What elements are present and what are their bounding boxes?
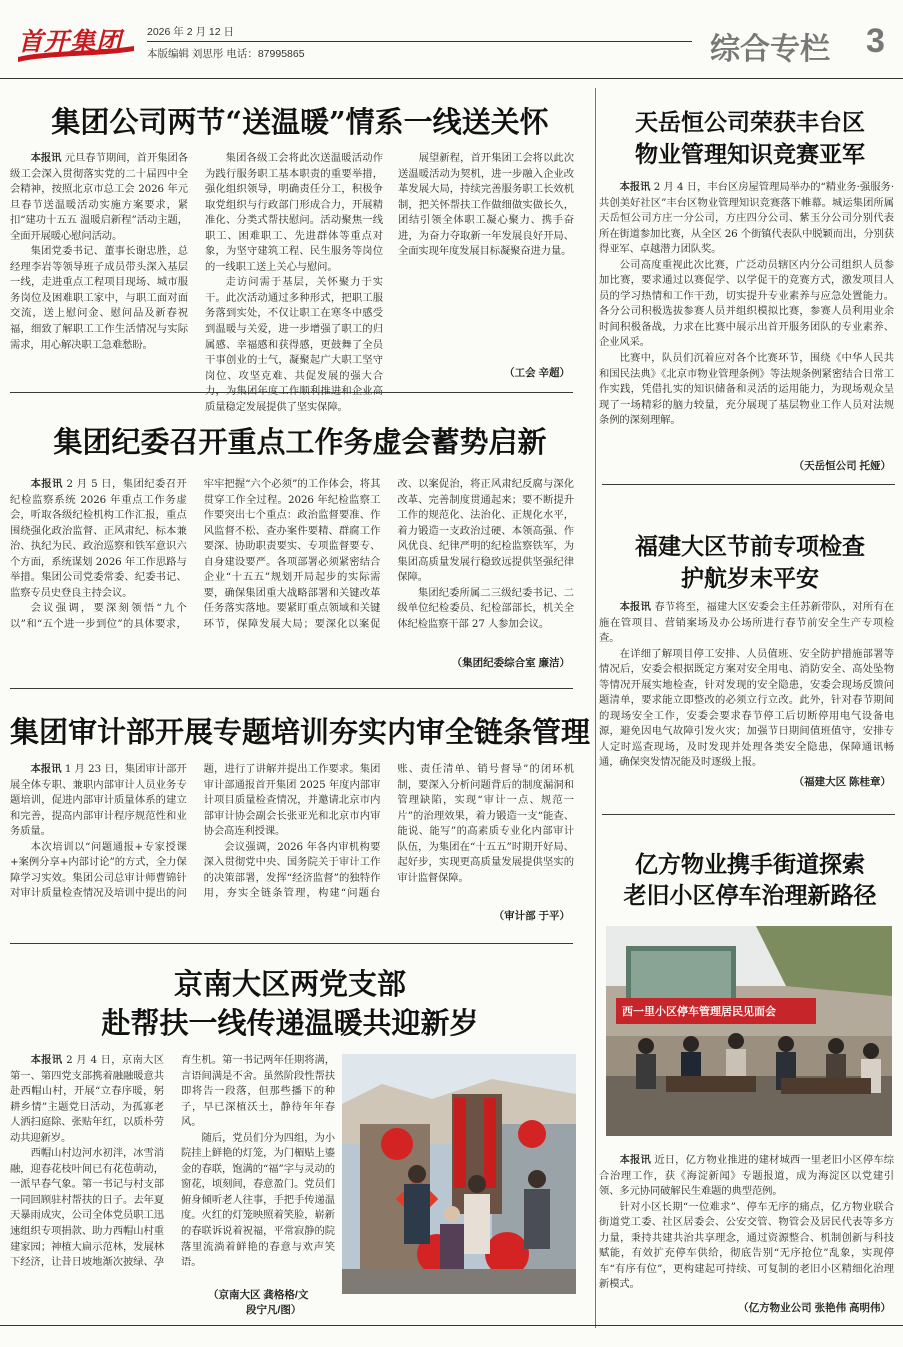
signature-warmth: （工会 辛超） (504, 367, 570, 379)
lead-tag: 本报讯 (30, 479, 63, 490)
logo-text: 首开集团 (18, 27, 123, 56)
headline-yifang-line1: 亿方物业携手街道探索 (635, 851, 865, 878)
lead-tag: 本报讯 (619, 1155, 651, 1166)
photo-yifang-meeting (606, 926, 892, 1136)
paragraph: 针对小区长期“一位难求”、停车无序的痛点，亿方物业联合街道党工委、社区居委会、公安交管、物管会及居民代表等多方力量，秉持共建共治共享理念，通过资源整合、机制创新与科技赋能，有效扩充停车供给，彻底告别“无序抢位”乱象，实现停车“有序有位”，更构建起可持续、可复制的老旧小区精细化治理新模式。 (599, 1200, 894, 1291)
article-warmth-col3 (398, 151, 574, 364)
page-number: 3 (866, 22, 885, 60)
paragraph: 本次培训以“问题通报+专家授课+案例分享+内部讨论”的方式，全力保障学习实效。集团公司总审计师曹锦针对审计质量检查情况及培训中提出的问题，进行了讲解并提出工作要求。集团审计部通报首开集团 2025 年度内部审计项目质量检查情况，并邀请北京市内部审计协会副会长张亚光和北京市内审协会高连利授课。 (10, 763, 381, 900)
paragraph: 2 月 4 日，丰台区房屋管理局举办的“精业务·强服务·共创美好社区”丰台区物业管理知识竞赛落下帷幕。城运集团所属天岳恒公司方庄一分公司，方庄四分公司、紫玉分公司分别代表所在街道参加比赛，从全区 26 个街镇代表队中脱颖而出，分别获得亚军、卓越潜力团队奖。 (599, 181, 894, 256)
article-warmth-col2 (205, 151, 383, 413)
paragraph: 春节将至，福建大区安委会主任苏新带队，对所有在施在管项目、营销案场及办公场所进行春节前安全生产专项检查。 (599, 601, 894, 645)
signature-jingnan-line2: 段宁凡/图） (246, 1304, 302, 1316)
paragraph: 在详细了解项目停工安排、人员值班、安全防护措施部署等情况后，安委会根据既定方案对安全用电、消防安全、高处坠物等情况开展实地检查，针对发现的安全隐患，安委会现场反馈问题清单，要求能立即整改的必须立行立改。此外，针对春节期间的现场安全工作，安委会要求春节停工后切断停用电气设备电源，避免因电气故障引发火灾；加强节日期间值班值守，安排专人定时巡查现场，及时发现并处理各类安全隐患，保障通讯畅通，确保突发情况能及时逐级上报。 (599, 647, 894, 769)
signature-audit: （审计部 于平） (493, 910, 570, 922)
paragraph: 比赛中，队员们沉着应对各个比赛环节，围绕《中华人民共和国民法典》《北京市物业管理条例》等法规条例紧密结合日常工作实践，凭借扎实的知识储备和灵活的运用能力，为现场观众呈现了一场精彩的脑力较量，充分展现了基层物业工作人员对法规条例的深刻理解。 (599, 352, 894, 427)
paragraph: 随后，党员们分为四组，为小院挂上鲜艳的灯笼，为门楣贴上鎏金的春联，饱满的“福”字与灵动的窗花，顷刻间，春意盈门。党员们俯身倾听老人往事，手把手传递温度。火红的灯笼映照着笑脸，崭新的春联诉说着祝福，平常寂静的院落里流淌着鲜艳的春意与欢声笑语。 (181, 1131, 335, 1269)
lead-tag: 本报讯 (619, 602, 651, 613)
paragraph: 展望新程，首开集团工会将以此次送温暖活动为契机，进一步融入企业改革发展大局，持续完善服务职工长效机制，把关怀帮扶工作做细做实做长久，团结引领全体职工凝心聚力、携手奋进，为奋力夺取新一年发展良好开局、全面实现年度发展目标凝聚奋进力量。 (398, 152, 574, 258)
paragraph: 会议强调，2026 年各内审机构要深入贯彻党中央、国务院关于审计工作的决策部署，发挥“经济监督”的独特作用，夯实全链条管理，构建“问题台账、责任清单、销号督导”的闭环机制，要深入分析问题背后的制度漏洞和管理缺陷，实现“审计一点、规范一片”的治理效果，着力锻造一支“能查、能说、能写”的高素质专业化内部审计队伍，为集团在“十五五”时期开好局、起好步，实现更高质量发展提供坚实的审计监督保障。 (203, 763, 574, 900)
article-yifang-text (599, 1153, 894, 1298)
headline-tianyueheng-line2: 物业管理知识竞赛亚军 (635, 141, 865, 168)
meeting-banner-text: 西一里小区停车管理居民见面会 (622, 1006, 776, 1018)
separator (10, 943, 573, 944)
masthead (0, 0, 903, 78)
paragraph: 集团纪委所属二三级纪委书记、二级单位纪检委员、纪检部部长，机关全体纪检监察干部 27 人参加会议。 (397, 586, 574, 630)
masthead-rule (147, 41, 692, 42)
article-audit-text (10, 762, 574, 918)
headline-tianyueheng-line1: 天岳恒公司荣获丰台区 (635, 109, 865, 136)
lead-tag: 本报讯 (619, 182, 651, 193)
signature-fujian: （福建大区 陈桂章） (793, 776, 891, 788)
region-divider (595, 88, 596, 1328)
paragraph: 集团党委书记、董事长谢忠胜，总经理李岩等领导班子成员带头深入基层一线，走进重点工程项目现场、城市服务岗位及困难职工家中，与职工面对面交流，送上慰问金、慰问品及新春祝福，细致了解职工工作生活情况与实际需求，用心解决职工急难愁盼。 (10, 245, 188, 351)
signature-jingnan-line1: （京南大区 龚格格/文 (208, 1289, 309, 1301)
headline-discipline: 集团纪委召开重点工作务虚会蓄势启新 (53, 425, 547, 459)
article-fujian-text (599, 600, 894, 780)
page-bottom-rule (0, 1325, 903, 1326)
article-jingnan-text (10, 1053, 335, 1313)
headline-fujian-line2: 护航岁末平安 (681, 565, 819, 592)
paragraph: 元旦春节期间，首开集团各级工会深入贯彻落实党的二十届四中全会精神，按照北京市总工会 2026 年元旦春节送温暖活动实施方案要求，紧扣“建功十五五 温暖启新程”活动主题，全面开展暖心慰问活动。 (10, 152, 188, 242)
paragraph: 2 月 4 日，京南大区第一、第四党支部携着融融暖意共赴西帽山村，开展“立春序暖，躬耕乡情”主题党日活动，为孤寡老人洒扫庭除、张贴年红，以质朴劳动共迎新岁。 (10, 1054, 164, 1144)
headline-audit: 集团审计部开展专题培训夯实内审全链条管理 (10, 715, 591, 749)
paragraph: 公司高度重视此次比赛，广泛动员辖区内分公司组织人员参加比赛，要求通过以赛促学、以学促干的竞赛方式，激发项目人员的学习热情和工作干劲，切实提升专业素养与应急处置能力。各分公司积极选拔参赛人员并组织模拟比赛，参赛人员利用业余时间积极备战，力求在比赛中展示出首开服务团队的专业素养、企业风采。 (599, 258, 894, 349)
paragraph: 近日，亿方物业推进的建材城西一里老旧小区停车综合治理工作，获《海淀新闻》专题报道，成为海淀区以党建引领、多元协同破解民生难题的典型范例。 (599, 1154, 894, 1198)
signature-yifang: （亿方物业公司 张艳伟 高明伟） (738, 1302, 891, 1314)
editor-line: 本版编辑 刘思彤 电话：87995865 (147, 48, 305, 60)
article-warmth-col1 (10, 151, 188, 381)
masthead-bottom-rule (0, 78, 903, 79)
paragraph: 会议强调，要深刻领悟“九个以”和“五个进一步到位”的具体要求，牢牢把握“六个必须”的工作体会，将其贯穿工作全过程。2026 年纪检监察工作要突出七个重点：政治监督要准、作风监督不松、查办案件要精、群腐工作要深、协助职责要实、专项监督要专、自身建设要严。各项部署必须紧密结合企业“十五五”规划开局起步的实际需要，确保集团重大战略部署和关键改革任务落实落地。要紧盯重点领域和关键环节，保障发展大局；要深化以案促改、以案促治，将正风肃纪反腐与深化改革、完善制度贯通起来；要不断提升工作的规范化、法治化、正规化水平，着力锻造一支政治过硬、本领高强、作风优良、纪律严明的纪检监察铁军，为集团高质量发展行稳致远提供坚强纪律保障。 (10, 478, 574, 630)
signature-tianyueheng: （天岳恒公司 托娅） (793, 460, 891, 472)
article-tianyueheng-text (599, 180, 894, 448)
headline-yifang-line2: 老旧小区停车治理新路径 (623, 882, 877, 909)
paragraph: 1 月 23 日，集团审计部开展全体专职、兼职内部审计人员业务专题培训，促进内部审计质量体系的建立和完善，提高内部审计程序规范性和业务质量。 (10, 763, 187, 838)
signature-discipline: （集团纪委综合室 廉洁） (451, 657, 570, 669)
photo-jingnan-volunteers (342, 1054, 576, 1294)
article-discipline-text (10, 477, 574, 659)
separator (10, 688, 573, 689)
headline-fujian-line1: 福建大区节前专项检查 (635, 533, 865, 560)
headline-jingnan-line2: 赴帮扶一线传递温暖共迎新岁 (101, 1006, 479, 1040)
section-title: 综合专栏 (710, 32, 830, 67)
lead-tag: 本报讯 (30, 1055, 63, 1066)
separator (602, 484, 895, 485)
lead-tag: 本报讯 (30, 153, 62, 164)
separator (10, 392, 573, 393)
headline-warmth: 集团公司两节“送温暖”情系一线送关怀 (51, 105, 549, 139)
paragraph: 2 月 5 日，集团纪委召开纪检监察系统 2026 年重点工作务虚会，听取各级纪检机构工作汇报，重点围绕强化政治监督、正风肃纪、标本兼治、执纪为民、政治巡察和铁军意识六个方面，系统谋划 2026 年工作思路与举措。集团公司党委常委、纪委书记、监察专员史登良主持会议。 (10, 478, 187, 599)
headline-jingnan-line1: 京南大区两党支部 (173, 967, 406, 1001)
logo (16, 20, 136, 64)
paragraph: 走访问需于基层，关怀聚力于实干。此次活动通过多种形式，把职工服务落到实处，不仅让职工在寒冬中感受到温暖与关爱，进一步增强了职工的归属感、幸福感和获得感，更鼓舞了全员干事创业的士气，凝聚起广大职工坚守岗位、攻坚克难、共促发展的强大合力，为集团年度工作顺利推进和企业高质量稳定发展提供了坚实保障。 (205, 276, 383, 413)
paragraph: 集团各级工会将此次送温暖活动作为践行服务职工基本职责的重要举措，强化组织领导，明确责任分工，积极争取党组织与行政部门形成合力，开展精准化、分类式帮扶慰问。活动聚焦一线职工、困难职工、先进群体等重点对象，为坚守建筑工程、民生服务等岗位的一线职工送上关心与慰问。 (205, 152, 383, 273)
separator (602, 814, 895, 815)
paragraph: 西帽山村边河水初泮，冰雪消融，迎春花枝叶间已有花苞萌动，一派早春气象。第一书记与村支部一同回顾驻村帮扶的日子。去年夏天暴雨成灾，公司全体党员职工迅速组织专项捐款、助力西帽山村重建家园；神植大扁示范林，发展林下经济，让昔日坡地渐次披绿、孕育生机。第一书记两年任期将满，言语间满是不舍。虽然阶段性帮扶即将告一段落，但那些播下的种子，早已深植沃土，静待年年春风。 (10, 1054, 335, 1269)
lead-tag: 本报讯 (30, 764, 62, 775)
issue-date: 2026 年 2 月 12 日 (147, 26, 234, 38)
